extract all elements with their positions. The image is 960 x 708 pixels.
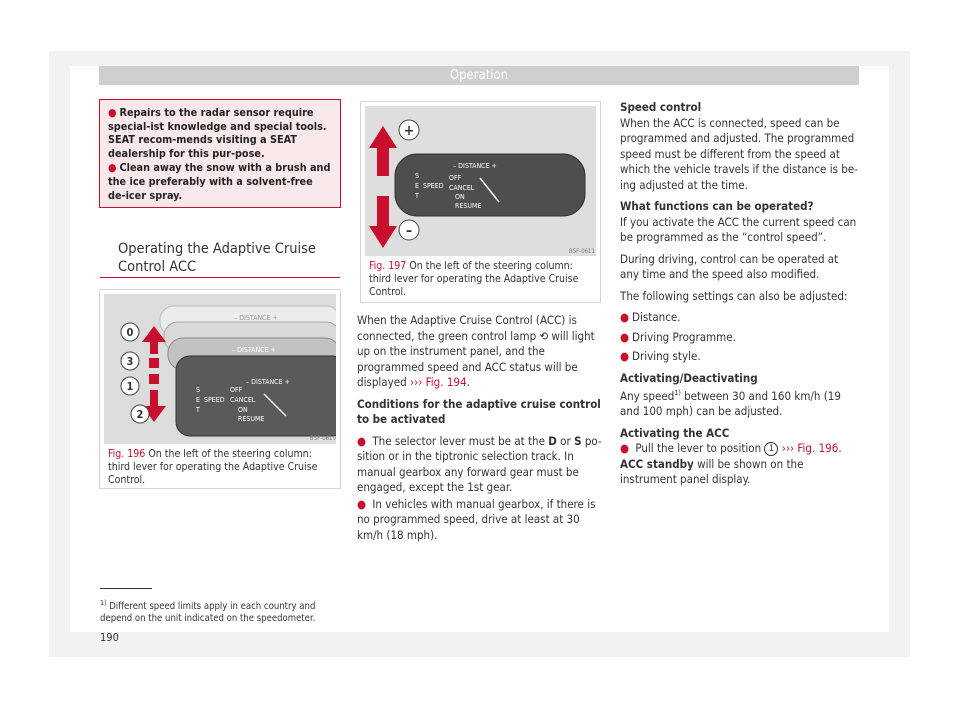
list-item: ● Driving style. <box>620 349 701 363</box>
right-column <box>620 100 860 494</box>
figure-197-caption: Fig. 197 On the left of the steering column: third lever for operating the Adaptive Cruise Control. <box>369 260 579 298</box>
conditions-heading: Conditions for the adaptive cruise control to be activated <box>357 396 601 426</box>
image-code: B5F-0611 <box>569 248 595 255</box>
lever-text-on: ON <box>455 193 465 201</box>
lever-text-t: T <box>196 406 200 414</box>
position-label: 3 <box>126 355 134 368</box>
minus-label: – <box>405 223 413 239</box>
bullet-icon: ● <box>357 496 367 511</box>
functions-heading: What functions can be operated? <box>620 199 814 213</box>
speed-control-text: When the ACC is connected, speed can be programmed and adjusted. The programmed speed must be different from the speed at which the vehicle travels if the distance is be-ing adjusted at the time. <box>620 115 858 192</box>
figure-label: Fig. 196 <box>108 448 146 460</box>
lever-text-distance: – DISTANCE + <box>246 378 290 386</box>
footnote: $^{1)}$ Different speed limits apply in each country and depend on the unit indicated on the speedometer. <box>100 599 316 625</box>
lever-text-e: E <box>196 396 200 404</box>
functions-text: The following settings can also be adjusted: <box>620 288 848 303</box>
lever-text-s: S <box>415 172 419 180</box>
page-number: 190 <box>100 631 119 644</box>
lever-text-distance: – DISTANCE + <box>232 346 276 354</box>
bullet-icon: ● <box>620 349 630 363</box>
page-header: Operation <box>99 66 859 85</box>
lever-text-speed: SPEED <box>204 396 225 404</box>
footnote-ref: 1) <box>674 389 681 397</box>
functions-text: During driving, control can be operated at any time and the speed also modified. <box>620 251 839 281</box>
position-badge: 1 <box>764 442 778 456</box>
bullet-icon: ● <box>108 106 117 119</box>
position-label: 2 <box>136 408 144 421</box>
lever-text-resume: RESUME <box>455 202 482 210</box>
position-label: 1 <box>126 380 134 393</box>
lever-text-distance: – DISTANCE + <box>234 314 278 322</box>
bullet-icon: ● <box>357 433 367 448</box>
lever-text-off: OFF <box>230 386 243 394</box>
standby-text: ACC standby will be shown on the instrument panel display. <box>620 456 804 487</box>
figure-label: Fig. 197 <box>369 260 407 272</box>
lever-text-s: S <box>196 386 200 394</box>
section-divider <box>100 277 340 278</box>
condition-item: ● In vehicles with manual gearbox, if there is no programmed speed, drive at least at 30 km/h (18 mph). <box>357 496 596 542</box>
activating-deactivating-heading: Activating/Deactivating <box>620 370 758 385</box>
figure-196-image <box>104 294 336 444</box>
list-item: ● Driving Programme. <box>620 329 736 344</box>
functions-text: If you activate the ACC the current speed can be programmed as the “control speed”. <box>620 214 857 244</box>
bullet-icon: ● <box>620 441 630 456</box>
middle-column <box>357 313 602 549</box>
activating-acc-heading: Activating the ACC <box>620 425 730 440</box>
list-item: ● Distance. <box>620 310 681 324</box>
bullet-icon: ● <box>108 161 117 175</box>
lever-text-speed: SPEED <box>423 182 444 190</box>
figure-196-caption: Fig. 196 On the left of the steering column: third lever for operating the Adaptive Cruise Control. <box>108 448 318 486</box>
lever-text-e: E <box>415 182 419 190</box>
lever-text-distance: – DISTANCE + <box>453 162 497 170</box>
activation-step: ● Pull the lever to position 1 ››› Fig. 196. <box>620 441 842 456</box>
bullet-icon: ● <box>620 310 630 324</box>
lever-text-cancel: CANCEL <box>230 396 256 404</box>
plus-label: + <box>403 123 415 139</box>
steering-lever-illustration <box>365 106 596 256</box>
section-title: Operating the Adaptive Cruise Control ACC <box>118 241 316 275</box>
speed-control-heading: Speed control <box>620 100 702 114</box>
lever-text-resume: RESUME <box>238 415 265 423</box>
lever-text-t: T <box>415 192 419 200</box>
footnote-divider <box>100 588 152 589</box>
figure-196 <box>99 289 341 489</box>
cruise-control-lamp-icon: ⟲ <box>539 328 549 343</box>
lever-text-cancel: CANCEL <box>449 184 475 192</box>
figure-197-image <box>365 106 596 256</box>
position-label: 0 <box>126 326 134 339</box>
figure-link[interactable]: ››› Fig. 196 <box>781 441 839 456</box>
lever-text-off: OFF <box>449 174 462 182</box>
figure-197 <box>360 101 601 303</box>
figure-link[interactable]: ››› Fig. 194 <box>409 375 467 389</box>
condition-item: ● The selector lever must be at the D or S po-sition or in the tiptronic selection track. In manual gearbox any forward gear must be engaged, except the 1st gear. <box>357 433 602 494</box>
intro-paragraph: When the Adaptive Cruise Control (ACC) is connected, the green control lamp ⟲ will light up on the instrument panel, and the programmed speed and ACC status will be displayed ››› Fig. 194. <box>357 313 595 389</box>
image-code: B5F-0610 <box>310 435 336 442</box>
speed-range-text: Any speed$^{1)}$ between 30 and 160 km/h (19 and 100 mph) can be adjusted. <box>620 388 841 419</box>
warning-item: ● Repairs to the radar sensor require special-ist knowledge and special tools. SEAT recom-mends visiting a SEAT dealership for this pur-pose. <box>108 106 327 160</box>
lever-text-on: ON <box>238 406 248 414</box>
bullet-icon: ● <box>620 329 630 344</box>
warning-item: ● Clean away the snow with a brush and the ice preferably with a solvent-free de-icer spray. <box>108 161 331 202</box>
warning-box <box>99 99 341 208</box>
steering-lever-illustration <box>104 294 336 444</box>
